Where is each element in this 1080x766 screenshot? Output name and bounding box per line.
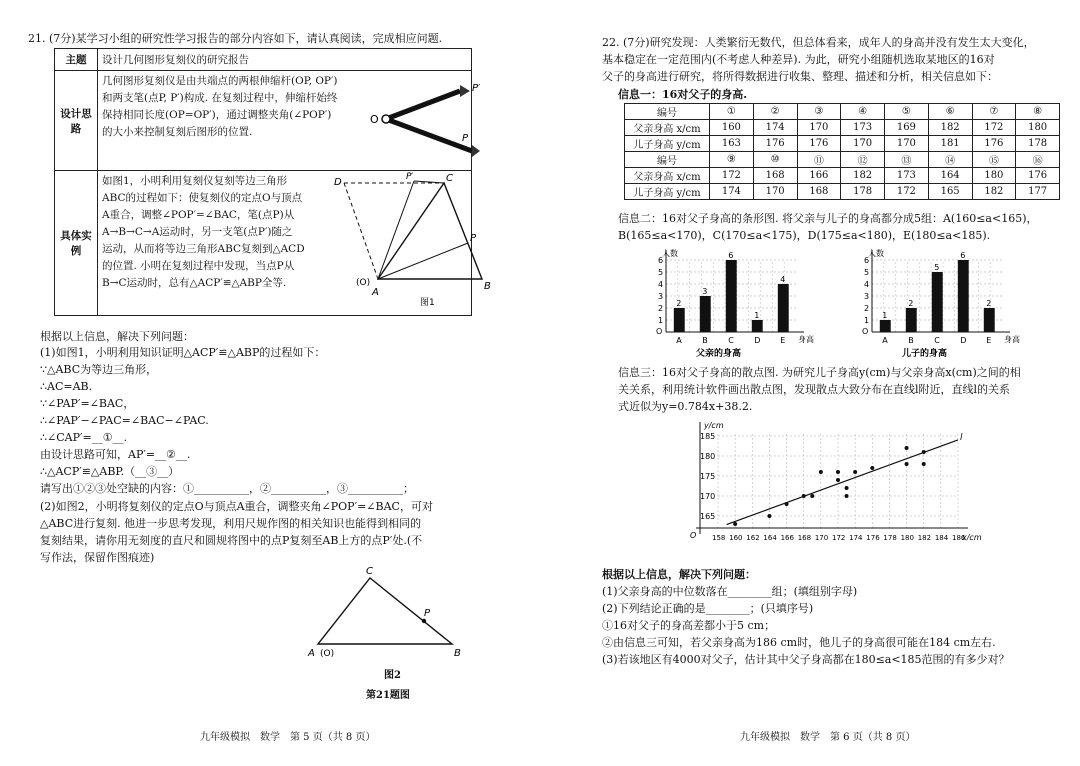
table-row <box>625 184 1060 200</box>
table-cell: 178 <box>1016 136 1060 152</box>
info3-text <box>618 364 1021 415</box>
table-cell: 168 <box>797 184 841 200</box>
x-tick-label: 172 <box>832 534 846 542</box>
data-point <box>836 478 840 482</box>
x-tick-label: 186 <box>952 534 966 542</box>
y-tick-label: 6 <box>658 256 664 265</box>
table-cell: 181 <box>928 136 972 152</box>
table-cell: ⑩ <box>753 152 797 168</box>
table-cell: 163 <box>710 136 754 152</box>
fig1-label-a: A <box>372 287 379 298</box>
fig1-label-o: (O) <box>356 278 371 288</box>
category-label: E <box>780 336 786 345</box>
tool-label-o: O <box>370 113 379 126</box>
table-cell: 176 <box>797 136 841 152</box>
data-point <box>870 466 874 470</box>
bar-value-label: 1 <box>882 311 888 320</box>
origin-label: O <box>656 327 663 336</box>
origin-label: O <box>690 531 697 540</box>
height-table <box>624 103 1060 200</box>
category-label: A <box>676 336 682 345</box>
data-point <box>922 450 926 454</box>
category-label: A <box>882 336 888 345</box>
q21-intro: 21. (7分)某学习小组的研究性学习报告的部分内容如下，请认真阅读，完成相应问题. <box>28 32 443 45</box>
bar-value-label: 2 <box>986 299 992 308</box>
data-point <box>785 502 789 506</box>
bar-value-label: 2 <box>908 299 914 308</box>
bar-value-label: 1 <box>754 311 760 320</box>
q21-2-line: 复刻结果，请你用无刻度的直尺和圆规将图中的点P复刻至AB上方的点P′处.(不 <box>40 534 423 547</box>
data-point <box>767 514 771 518</box>
design-line: 几何图形复刻仪是由共端点的两根伸缩杆(OP, OP′) <box>102 75 338 87</box>
x-tick-label: 164 <box>763 534 777 542</box>
table-cell: 180 <box>1016 120 1060 136</box>
x-tick-label: 174 <box>849 534 863 542</box>
y-tick-label: 4 <box>864 280 870 289</box>
table-cell: ⑮ <box>972 152 1016 168</box>
q21-1-line: ∴AC=AB. <box>40 380 93 393</box>
table-cell: 173 <box>841 120 885 136</box>
design-line: 保持相同长度(OP=OP′)，通过调整夹角(∠POP′) <box>102 109 332 121</box>
y-tick-label: 170 <box>700 492 716 501</box>
row-label: 父亲身高 x/cm <box>625 120 710 136</box>
table-cell: ⑫ <box>841 152 885 168</box>
q22-lead: 根据以上信息，解决下列问题： <box>602 568 756 581</box>
info3-line: 关关系，利用统计软件画出散点图，发现散点大致分布在直线l附近，直线l的关系 <box>618 383 1011 396</box>
table-cell: 176 <box>1016 168 1060 184</box>
fig1-caption: 图1 <box>420 298 435 308</box>
footer-right: 九年级模拟 数学 第 6 页（共 8 页） <box>740 732 916 743</box>
q21-1-line: ∴△ACP′≌△ABP.（__③__） <box>40 465 180 478</box>
bar <box>778 284 789 332</box>
row-label: 儿子身高 y/cm <box>625 184 710 200</box>
bar <box>752 320 763 332</box>
origin-label: O <box>862 327 869 336</box>
example-line: 如图1，小明利用复刻仪复刻等边三角形 <box>102 175 288 187</box>
table-cell: 164 <box>928 168 972 184</box>
line-label: l <box>960 432 963 443</box>
bar-value-label: 2 <box>676 299 682 308</box>
fig2-label-a: A <box>308 648 315 659</box>
bar-value-label: 6 <box>728 251 734 260</box>
fig1-label-c: C <box>446 173 453 184</box>
y-tick-label: 185 <box>700 432 716 441</box>
table-cell: 166 <box>797 168 841 184</box>
y-axis-label: y/cm <box>704 421 724 430</box>
fig2-caption: 图2 <box>384 670 401 681</box>
design-line: 的大小来控制复刻后图形的位置. <box>102 126 253 138</box>
q22-question-line: (2)下列结论正确的是________；(只填序号) <box>602 602 814 615</box>
table-cell: 172 <box>885 184 929 200</box>
table-cell: 172 <box>972 120 1016 136</box>
table-row <box>625 152 1060 168</box>
y-tick-label: 1 <box>864 316 870 325</box>
y-axis-label: 人数 <box>868 249 884 258</box>
data-point <box>802 494 806 498</box>
q21-1-line: ∵∠PAP′=∠BAC， <box>40 397 135 410</box>
y-tick-label: 175 <box>700 472 716 481</box>
table-cell: 173 <box>885 168 929 184</box>
table-cell: 176 <box>972 136 1016 152</box>
tool-label-p: P <box>462 133 469 144</box>
q22-intro-line: 基本稳定在一定范围内(不考虑人种差异). 为此，研究小组随机选取某地区的16对 <box>602 53 995 66</box>
table-cell: 182 <box>928 120 972 136</box>
table-cell: 182 <box>841 168 885 184</box>
table-cell: 180 <box>972 168 1016 184</box>
x-tick-label: 158 <box>712 534 726 542</box>
q21-1-line: ∵△ABC为等边三角形， <box>40 363 158 376</box>
table-cell: 178 <box>841 184 885 200</box>
category-label: D <box>960 336 967 345</box>
q21-lead: 根据以上信息，解决下列问题： <box>40 330 194 343</box>
q21-report-table <box>54 48 491 316</box>
table-cell: ⑪ <box>797 152 841 168</box>
fig1-label-d: D <box>334 177 342 188</box>
bar <box>726 260 737 332</box>
table-cell: ⑥ <box>928 104 972 120</box>
info3-line: 式近似为y=0.784x+38.2. <box>618 400 753 413</box>
table-cell: 160 <box>710 120 754 136</box>
x-tick-label: 166 <box>780 534 794 542</box>
table-cell: 174 <box>753 120 797 136</box>
table-cell: ⑬ <box>885 152 929 168</box>
table-cell: ⑧ <box>1016 104 1060 120</box>
bar <box>932 272 943 332</box>
bar <box>674 308 685 332</box>
info1-title: 信息一：16对父子的身高. <box>618 88 748 101</box>
bar-value-label: 3 <box>702 287 708 296</box>
y-tick-label: 5 <box>658 268 664 277</box>
bar-value-label: 4 <box>780 275 786 284</box>
table-cell: ① <box>710 104 754 120</box>
table-cell: ⑯ <box>1016 152 1060 168</box>
data-point <box>733 522 737 526</box>
table-cell: 168 <box>753 168 797 184</box>
info3-line: 信息三：16对父子身高的散点图. 为研究儿子身高y(cm)与父亲身高x(cm)之间的相 <box>618 366 1021 379</box>
table-cell: 174 <box>710 184 754 200</box>
example-line: A→B→C→A运动时，另一支笔(点P′)随之 <box>102 226 293 238</box>
fig21-caption: 第21题图 <box>366 690 410 701</box>
info2-text <box>618 210 1038 244</box>
q21-2-line: △ABC进行复刻. 他进一步思考发现，利用尺规作图的相关知识也能得到相同的 <box>40 517 422 530</box>
table-topic-label: 主题 <box>55 49 98 71</box>
y-tick-label: 2 <box>864 304 870 313</box>
info2-line: 信息二：16对父子身高的条形图. 将父亲与儿子的身高都分成5组：A(160≤a<165)， <box>618 212 1038 225</box>
bar-value-label: 5 <box>934 263 940 272</box>
q21-1-line: (1)如图1，小明利用知识证明△ACP′≌△ABP的过程如下： <box>40 346 326 359</box>
table-cell: 170 <box>885 136 929 152</box>
q22-question-line: ②由信息三可知，若父亲身高为186 cm时，他儿子的身高很可能在184 cm左右. <box>602 636 996 649</box>
table-cell: ⑨ <box>710 152 754 168</box>
table-cell: 170 <box>841 136 885 152</box>
copy-tool-figure <box>368 75 508 165</box>
row-label: 编号 <box>625 152 710 168</box>
q21-2-line: 写作法，保留作图痕迹) <box>40 551 155 564</box>
info2-line: B(165≤a<170)，C(170≤a<175)，D(175≤a<180)，E(180≤a<185). <box>618 229 991 242</box>
y-tick-label: 3 <box>864 292 870 301</box>
row-label: 父亲身高 x/cm <box>625 168 710 184</box>
design-line: 和两支笔(点P, P′)构成. 在复刻过程中，伸缩杆始终 <box>102 92 338 104</box>
x-tick-label: 170 <box>814 534 829 542</box>
table-cell: ⑤ <box>885 104 929 120</box>
bar <box>880 320 891 332</box>
right-page <box>540 0 1080 766</box>
table-row <box>625 120 1060 136</box>
table-topic: 设计几何图形复刻仪的研究报告 <box>98 49 472 71</box>
x-tick-label: 180 <box>900 534 914 542</box>
example-line: A重合，调整∠POP′=∠BAC，笔(点P)从 <box>102 209 295 221</box>
scatter-plot <box>688 418 982 558</box>
table-cell: 165 <box>928 184 972 200</box>
x-tick-label: 162 <box>746 534 760 542</box>
q22-intro-line: 22. (7分)研究发现：人类繁衍无数代，但总体看来，成年人的身高并没有发生太大变化， <box>602 36 1035 49</box>
tool-label-p-prime: P′ <box>472 83 481 94</box>
category-label: D <box>754 336 761 345</box>
footer-left: 九年级模拟 数学 第 5 页（共 8 页） <box>200 732 376 743</box>
bar-chart-son <box>850 246 1020 362</box>
q21-part2 <box>40 498 433 566</box>
fig2-label-c: C <box>366 566 373 577</box>
data-point <box>845 494 849 498</box>
table-cell: 169 <box>885 120 929 136</box>
data-point <box>845 486 849 490</box>
q22-question-line: (3)若该地区有4000对父子，估计其中父子身高都在180≤a<185范围的有多少对？ <box>602 653 1010 666</box>
table-cell: 177 <box>1016 184 1060 200</box>
y-tick-label: 6 <box>864 256 870 265</box>
fig1-label-b: B <box>484 281 491 292</box>
fig2-label-b: B <box>454 648 461 659</box>
category-label: E <box>986 336 992 345</box>
table-cell: ④ <box>841 104 885 120</box>
row-label: 编号 <box>625 104 710 120</box>
x-tick-label: 168 <box>797 534 812 542</box>
data-point <box>905 446 909 450</box>
y-tick-label: 2 <box>658 304 664 313</box>
q21-1-line: ∴∠CAP′=__①__. <box>40 431 128 444</box>
data-point <box>819 470 823 474</box>
data-point <box>853 470 857 474</box>
example-line: 运动，从而将等边三角形ABC复刻到△ACD <box>102 243 305 255</box>
q22-question-line: ①16对父子的身高差都小于5 cm； <box>602 619 776 632</box>
q22-intro <box>602 34 1035 85</box>
bar-chart-father <box>644 246 814 362</box>
x-tick-label: 182 <box>917 534 932 542</box>
table-cell: ③ <box>797 104 841 120</box>
example-line: 的位置. 小明在复刻过程中发现，当点P从 <box>102 260 295 272</box>
y-tick-label: 3 <box>658 292 664 301</box>
data-point <box>810 494 814 498</box>
table-row <box>625 104 1060 120</box>
fig2-label-p: P <box>424 608 431 619</box>
bar <box>958 260 969 332</box>
q22-intro-line: 父子的身高进行研究，将所得数据进行收集、整理、描述和分析，相关信息如下： <box>602 70 998 83</box>
table-example-label: 具体实例 <box>55 171 98 316</box>
y-tick-label: 165 <box>700 512 716 521</box>
x-axis-label: x/cm <box>962 533 982 542</box>
x-tick-label: 184 <box>934 534 949 542</box>
category-label: C <box>728 336 734 345</box>
x-axis-label: 身高 <box>798 335 814 344</box>
q22-questions <box>602 583 1010 668</box>
fig1-label-p: P <box>470 233 477 244</box>
category-label: B <box>908 336 914 345</box>
table-row <box>625 168 1060 184</box>
y-tick-label: 1 <box>658 316 664 325</box>
figure-2 <box>300 564 480 664</box>
q21-1-line: ∴∠PAP′−∠PAC=∠BAC−∠PAC. <box>40 414 209 427</box>
table-cell: 176 <box>753 136 797 152</box>
q21-part1 <box>40 344 414 497</box>
category-label: C <box>934 336 940 345</box>
data-point <box>836 470 840 474</box>
data-point <box>905 462 909 466</box>
table-cell: 182 <box>972 184 1016 200</box>
example-line: B→C运动时，总有△ACP′≌△ABP全等. <box>102 277 287 289</box>
chart-title: 儿子的身高 <box>902 349 948 359</box>
fig1-label-p-prime: P′ <box>406 172 414 182</box>
bar <box>906 308 917 332</box>
q21-1-line: 由设计思路可知，AP′=__②__. <box>40 448 191 461</box>
x-tick-label: 160 <box>729 534 743 542</box>
table-cell: 172 <box>710 168 754 184</box>
table-cell: ⑭ <box>928 152 972 168</box>
table-cell: ⑦ <box>972 104 1016 120</box>
table-cell: 170 <box>797 120 841 136</box>
bar <box>700 296 711 332</box>
row-label: 儿子身高 y/cm <box>625 136 710 152</box>
q21-1-line: 请写出①②③处空缺的内容：①__________，②__________，③__________； <box>40 482 414 495</box>
example-line: ABC的过程如下：使复刻仪的定点O与顶点 <box>102 192 303 204</box>
y-tick-label: 4 <box>658 280 664 289</box>
y-tick-label: 180 <box>700 452 716 461</box>
table-cell: ② <box>753 104 797 120</box>
y-tick-label: 5 <box>864 268 870 277</box>
table-row <box>625 136 1060 152</box>
table-design-label: 设计思路 <box>55 71 98 171</box>
table-cell: 170 <box>753 184 797 200</box>
q22-question-line: (1)父亲身高的中位数落在________组；(填组别字母) <box>602 585 858 598</box>
x-tick-label: 178 <box>883 534 897 542</box>
bar <box>984 308 995 332</box>
bar-value-label: 6 <box>960 251 966 260</box>
fig2-label-o: (O) <box>320 649 335 659</box>
y-axis-label: 人数 <box>662 249 678 258</box>
figure-1 <box>334 172 510 311</box>
x-tick-label: 176 <box>866 534 880 542</box>
q21-2-line: (2)如图2，小明将复刻仪的定点O与顶点A重合，调整夹角∠POP′=∠BAC，可对 <box>40 500 433 513</box>
x-axis-label: 身高 <box>1004 335 1020 344</box>
category-label: B <box>702 336 708 345</box>
data-point <box>922 462 926 466</box>
table-example-cell <box>98 171 491 316</box>
table-design-cell <box>98 71 481 171</box>
chart-title: 父亲的身高 <box>696 349 742 359</box>
